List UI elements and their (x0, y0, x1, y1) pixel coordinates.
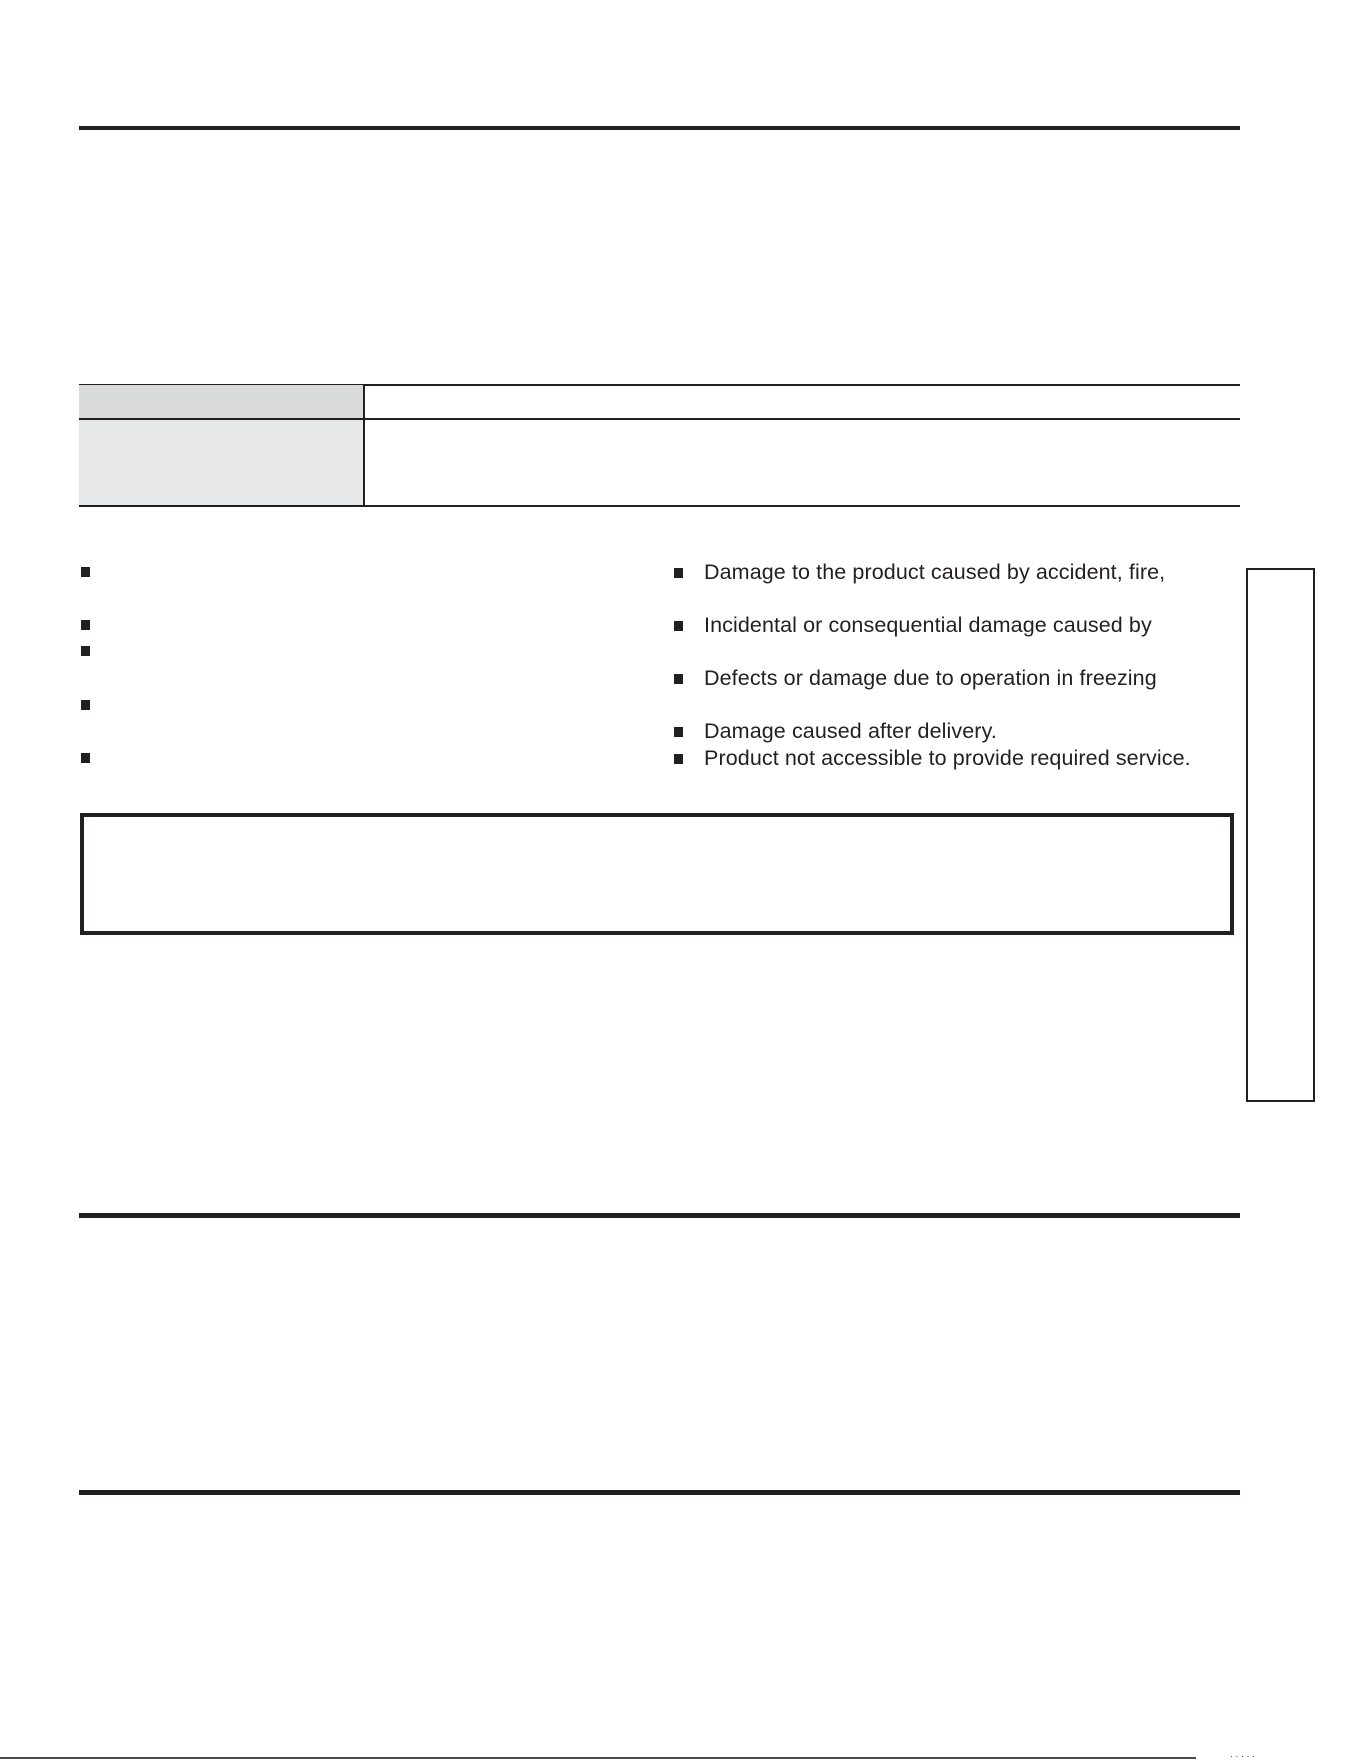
bullet-icon (674, 727, 683, 737)
section-rule (79, 1213, 1240, 1218)
notice-box (80, 813, 1234, 935)
footer-rule (0, 1757, 1196, 1759)
bullet-icon (81, 567, 90, 577)
footer-marks: . . . . . (1230, 1749, 1256, 1760)
exclusion-item: Product not accessible to provide required service. (704, 746, 1191, 770)
bullet-icon (81, 700, 90, 710)
header-rule (79, 126, 1240, 130)
table-header-cell (79, 385, 363, 418)
bullet-icon (674, 674, 683, 684)
side-tab (1246, 568, 1315, 1102)
exclusion-item: Damage to the product caused by accident, fire, (704, 560, 1166, 584)
exclusion-item: Defects or damage due to operation in freezing (704, 666, 1157, 690)
bullet-icon (674, 568, 683, 578)
bullet-icon (81, 646, 90, 656)
bullet-icon (81, 753, 90, 763)
bullet-icon (81, 620, 90, 630)
table-bottom-border (79, 505, 1240, 507)
table-column-divider (363, 384, 365, 506)
table-body-cell (79, 420, 363, 506)
bullet-icon (674, 621, 683, 631)
bullet-icon (674, 754, 683, 764)
section-rule (79, 1490, 1240, 1495)
exclusion-item: Damage caused after delivery. (704, 719, 997, 743)
exclusion-item: Incidental or consequential damage caused by (704, 613, 1152, 637)
